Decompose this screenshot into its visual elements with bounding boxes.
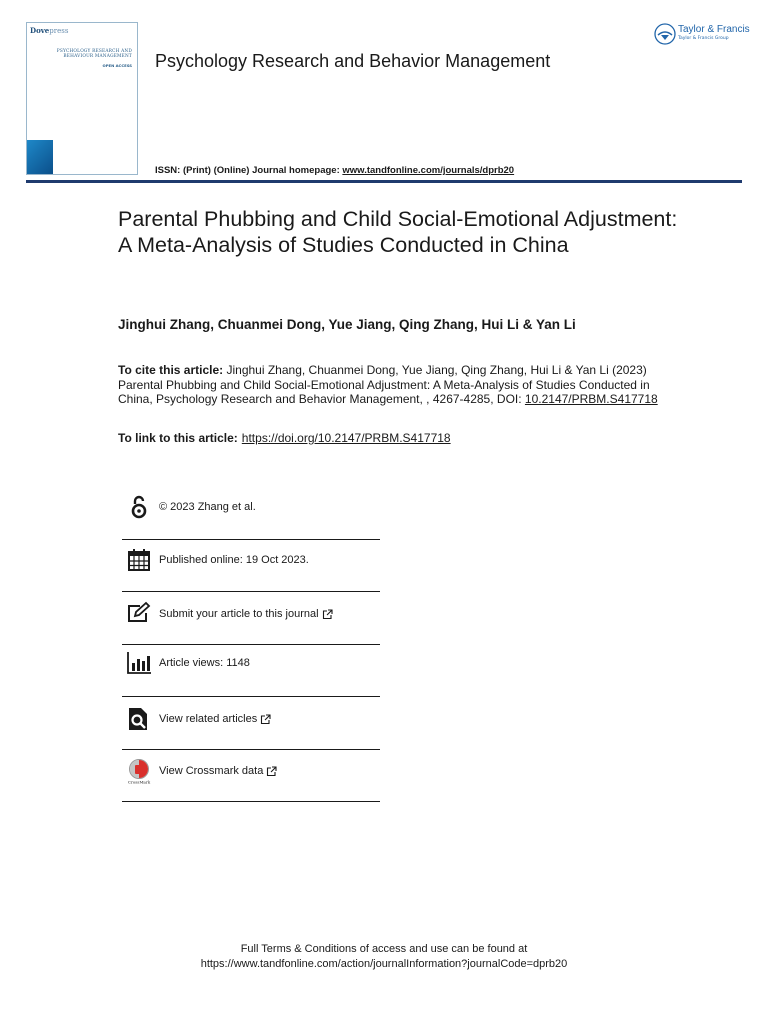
journal-name: Psychology Research and Behavior Management [155, 51, 551, 71]
copyright-text: © 2023 Zhang et al. [159, 501, 256, 513]
cite-doi-link[interactable]: 10.2147/PRBM.S417718 [524, 392, 658, 406]
cover-journal-title: PSYCHOLOGY RESEARCH AND BEHAVIOUR MANAGEMENT [56, 49, 132, 59]
footer-line1: Full Terms & Conditions of access and use can be found at [240, 943, 528, 955]
submit-row[interactable] [122, 588, 380, 640]
link-label: To link to this article: [118, 431, 238, 445]
header-rule [26, 180, 742, 183]
divider [122, 801, 380, 802]
citation [118, 363, 658, 407]
external-link-icon [322, 609, 333, 620]
cover-open-access: OPEN ACCESS [102, 63, 132, 68]
cite-text: Jinghui Zhang, Chuanmei Dong, Yue Jiang, Qing Zhang, Hui Li & Yan Li (2023) Parental Phubbing and Child Social-Emotional Adjustment: A Meta-Analysis of Studies Conducted in China, Psychology Research and Behavior Management, , 4267-4285, DOI: [118, 363, 650, 406]
doi-link[interactable]: https://doi.org/10.2147/PRBM.S417718 [241, 431, 451, 445]
published-row [122, 534, 380, 586]
footer [0, 942, 768, 972]
views-row [122, 637, 380, 689]
article-title: Parental Phubbing and Child Social-Emotional Adjustment: A Meta-Analysis of Studies Conducted in China [118, 207, 678, 257]
footer-terms-link[interactable]: https://www.tandfonline.com/action/journalInformation?journalCode=dprb20 [200, 958, 568, 970]
external-link-icon [266, 766, 277, 777]
related-link[interactable]: View related articles [159, 713, 271, 725]
taylor-francis-icon [654, 23, 676, 45]
publisher-name: Taylor & Francis [678, 24, 750, 35]
article-link [118, 431, 451, 445]
cite-label: To cite this article: [118, 363, 224, 377]
submit-link[interactable]: Submit your article to this journal [159, 608, 333, 620]
views-text: Article views: 1148 [159, 657, 250, 669]
issn-line: ISSN: (Print) (Online) Journal homepage: www.tandfonline.com/journals/dprb20 [155, 165, 515, 176]
bar-chart-icon [126, 650, 152, 676]
published-text: Published online: 19 Oct 2023. [159, 554, 309, 566]
open-access-icon [126, 494, 152, 520]
journal-cover [26, 22, 138, 175]
calendar-icon [126, 547, 152, 573]
crossmark-link[interactable]: View Crossmark data [159, 765, 277, 777]
publisher-group: Taylor & Francis Group [678, 36, 729, 41]
crossmark-badge-label: CrossMark [127, 779, 151, 784]
crossmark-icon [126, 758, 152, 784]
external-link-icon [260, 714, 271, 725]
publisher-logo[interactable] [654, 23, 750, 49]
copyright-row [122, 481, 380, 533]
related-articles-icon [126, 706, 152, 732]
cover-artwork [27, 140, 53, 174]
cover-brand: Dovepress [30, 26, 69, 35]
related-row[interactable] [122, 693, 380, 745]
edit-icon [126, 601, 152, 627]
journal-homepage-link[interactable]: www.tandfonline.com/journals/dprb20 [342, 165, 515, 176]
crossmark-row[interactable] [122, 745, 380, 797]
article-authors: Jinghui Zhang, Chuanmei Dong, Yue Jiang, Qing Zhang, Hui Li & Yan Li [118, 317, 576, 332]
